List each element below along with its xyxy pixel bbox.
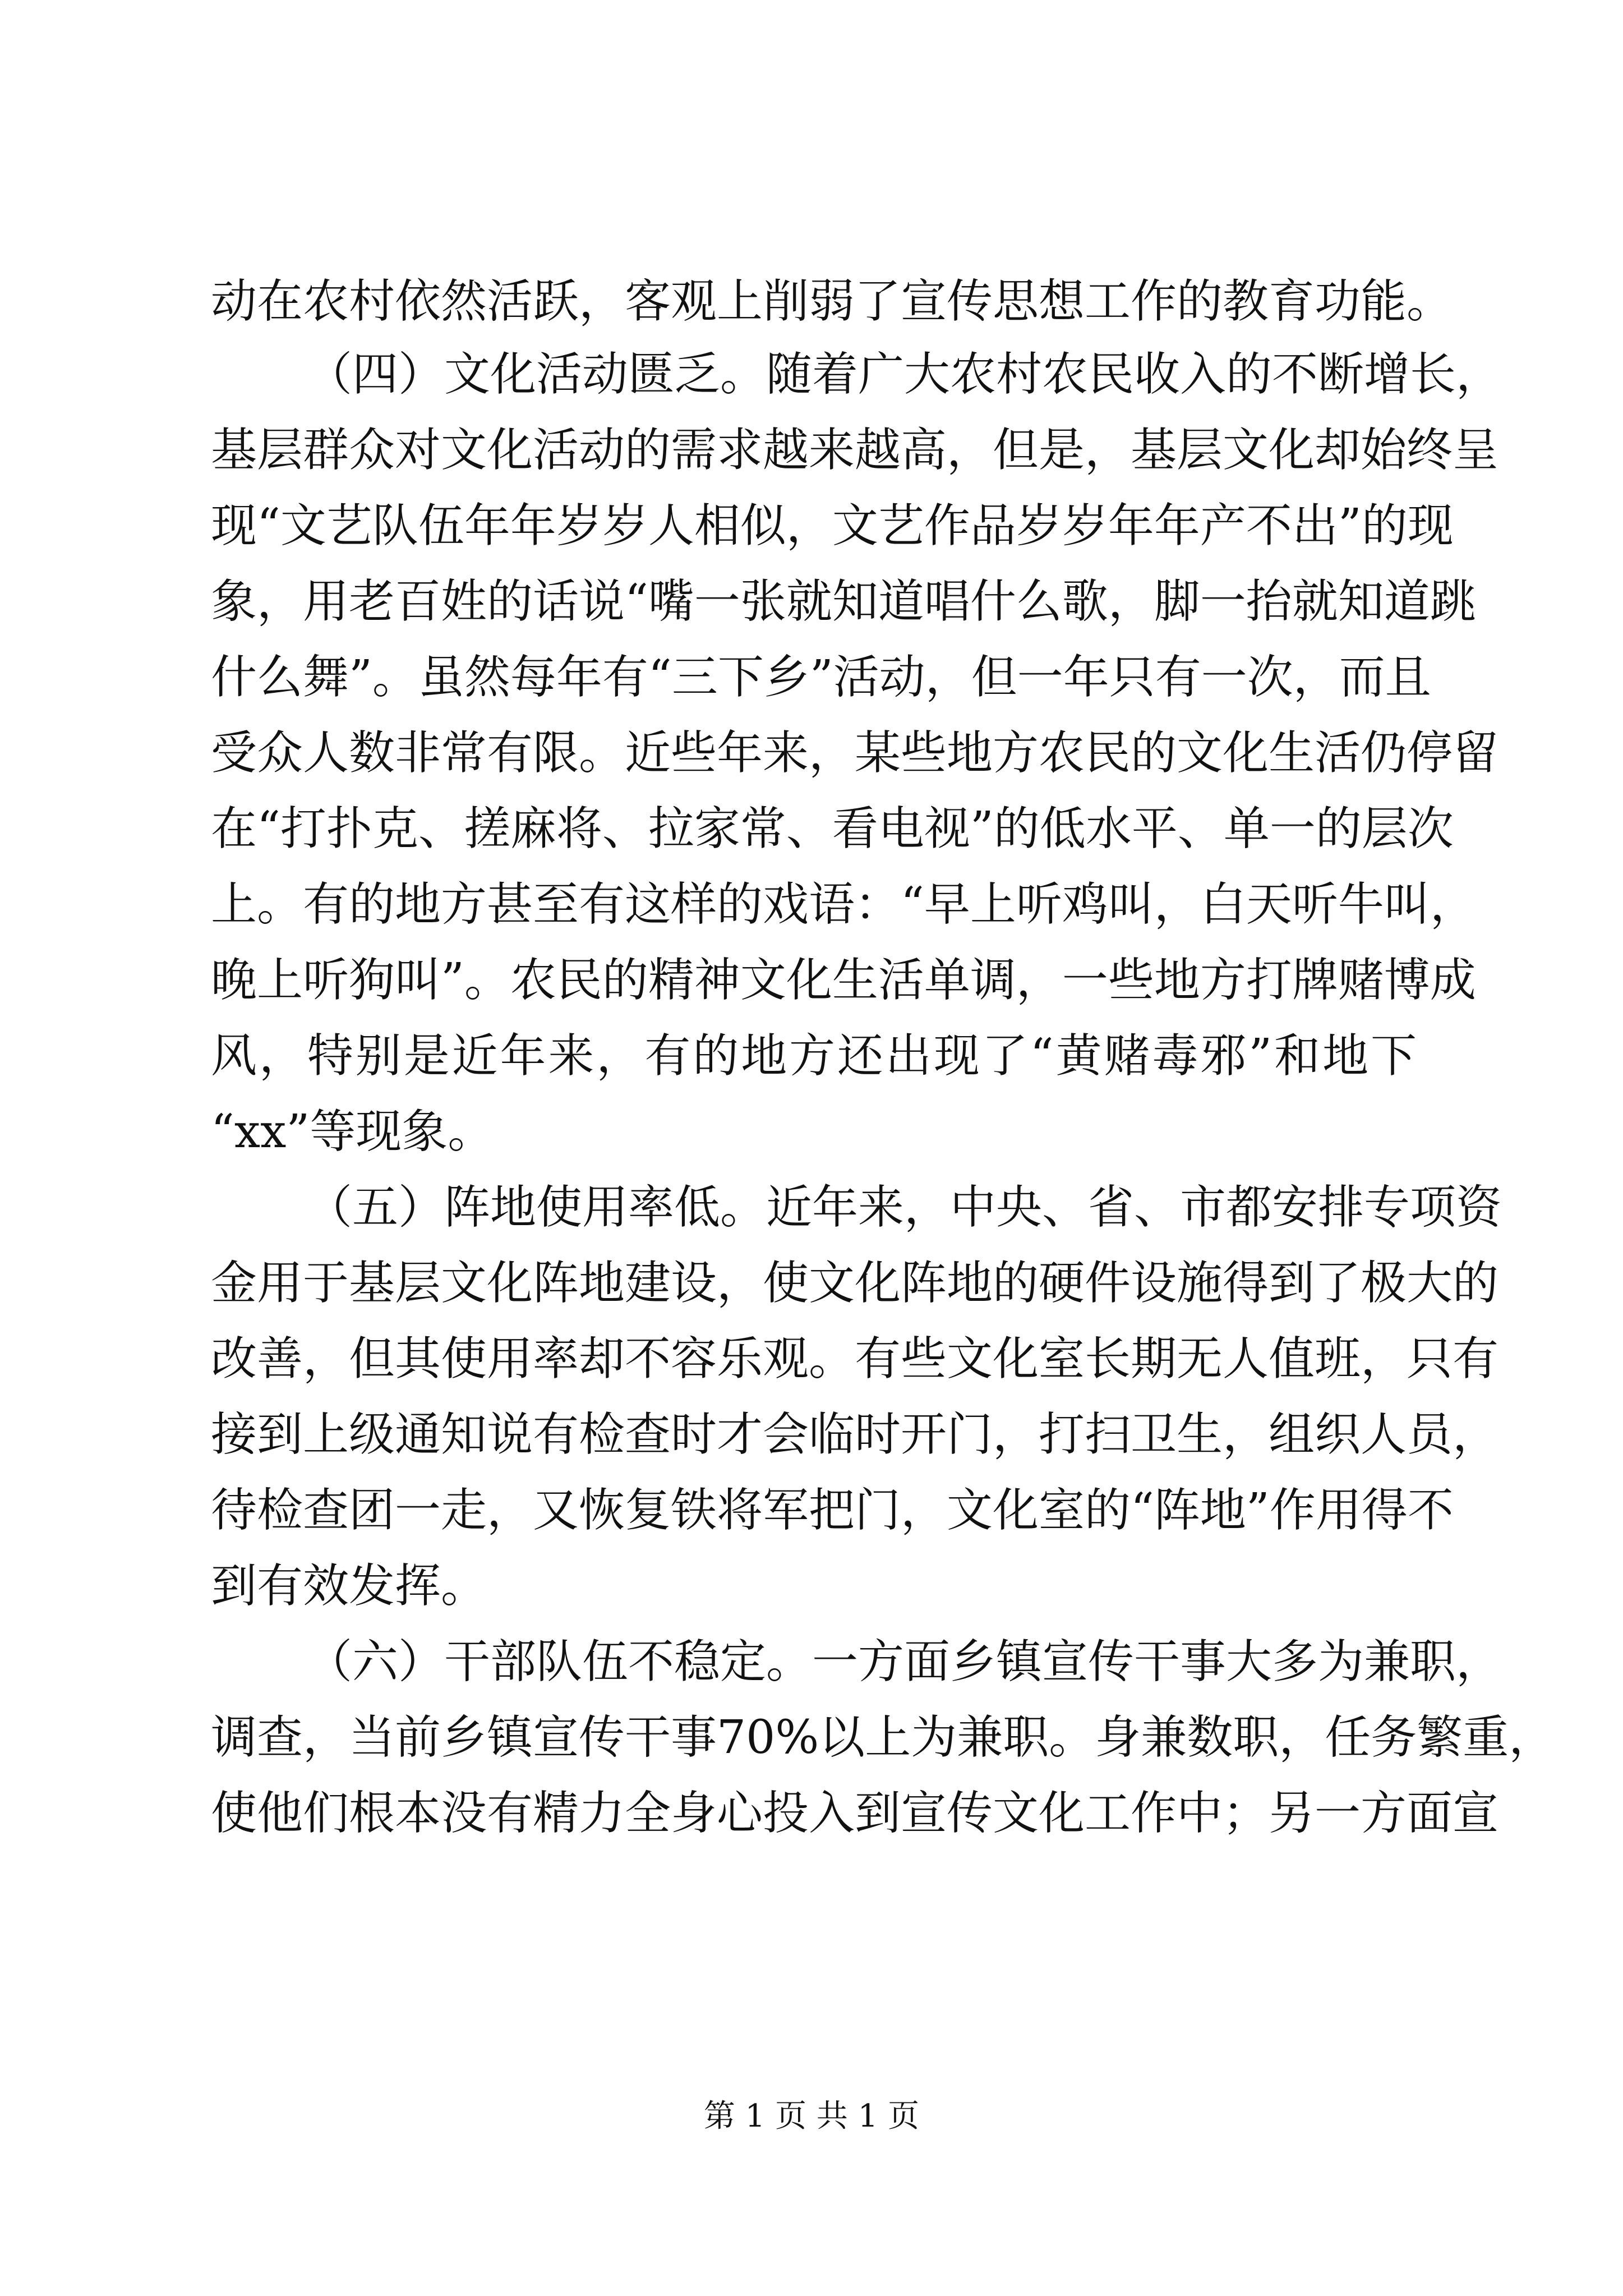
text-line: 基层群众对文化活动的需求越来越高，但是，基层文化却始终呈 [211,424,1499,477]
page-number-footer: 第 1 页 共 1 页 [703,2098,920,2134]
text-line: 动在农村依然活跃，客观上削弱了宣传思想工作的教育功能。 [211,275,1453,328]
text-line: 到有效发挥。 [211,1559,487,1613]
text-line: 风，特别是近年来，有的地方还出现了“黄赌毒邪”和地下 [211,1029,1417,1083]
text-line: 使他们根本没有精力全身心投入到宣传文化工作中；另一方面宣 [211,1787,1499,1840]
text-line: 调查，当前乡镇宣传干事70%以上为兼职。身兼数职，任务繁重， [211,1711,1555,1764]
text-line: 改善，但其使用率却不容乐观。有些文化室长期无人值班，只有 [211,1332,1499,1386]
text-line: （六）干部队伍不稳定。一方面乡镇宣传干事大多为兼职， [306,1635,1502,1688]
text-line: 现“文艺队伍年年岁岁人相似，文艺作品岁岁年年产不出”的现 [211,499,1454,553]
text-line: 象，用老百姓的话说“嘴一张就知道唱什么歌，脚一抬就知道跳 [211,575,1476,628]
text-line: 什么舞”。虽然每年有“三下乡”活动，但一年只有一次，而且 [211,651,1431,704]
text-line: 晚上听狗叫”。农民的精神文化生活单调，一些地方打牌赌博成 [211,954,1476,1007]
text-line: （五）阵地使用率低。近年来，中央、省、市都安排专项资 [306,1181,1502,1234]
text-line: 接到上级通知说有检查时才会临时开门，打扫卫生，组织人员， [211,1408,1499,1461]
text-line: 受众人数非常有限。近些年来，某些地方农民的文化生活仍停留 [211,726,1499,780]
text-line: （四）文化活动匮乏。随着广大农村农民收入的不断增长， [306,348,1502,401]
text-line: 金用于基层文化阵地建设，使文化阵地的硬件设施得到了极大的 [211,1257,1499,1310]
text-line: 上。有的地方甚至有这样的戏语：“早上听鸡叫，白天听牛叫， [211,878,1476,931]
text-line: 在“打扑克、搓麻将、拉家常、看电视”的低水平、单一的层次 [211,802,1454,855]
text-line: “xx”等现象。 [211,1105,494,1158]
text-line: 待检查团一走，又恢复铁将军把门，文化室的“阵地”作用得不 [211,1484,1454,1537]
